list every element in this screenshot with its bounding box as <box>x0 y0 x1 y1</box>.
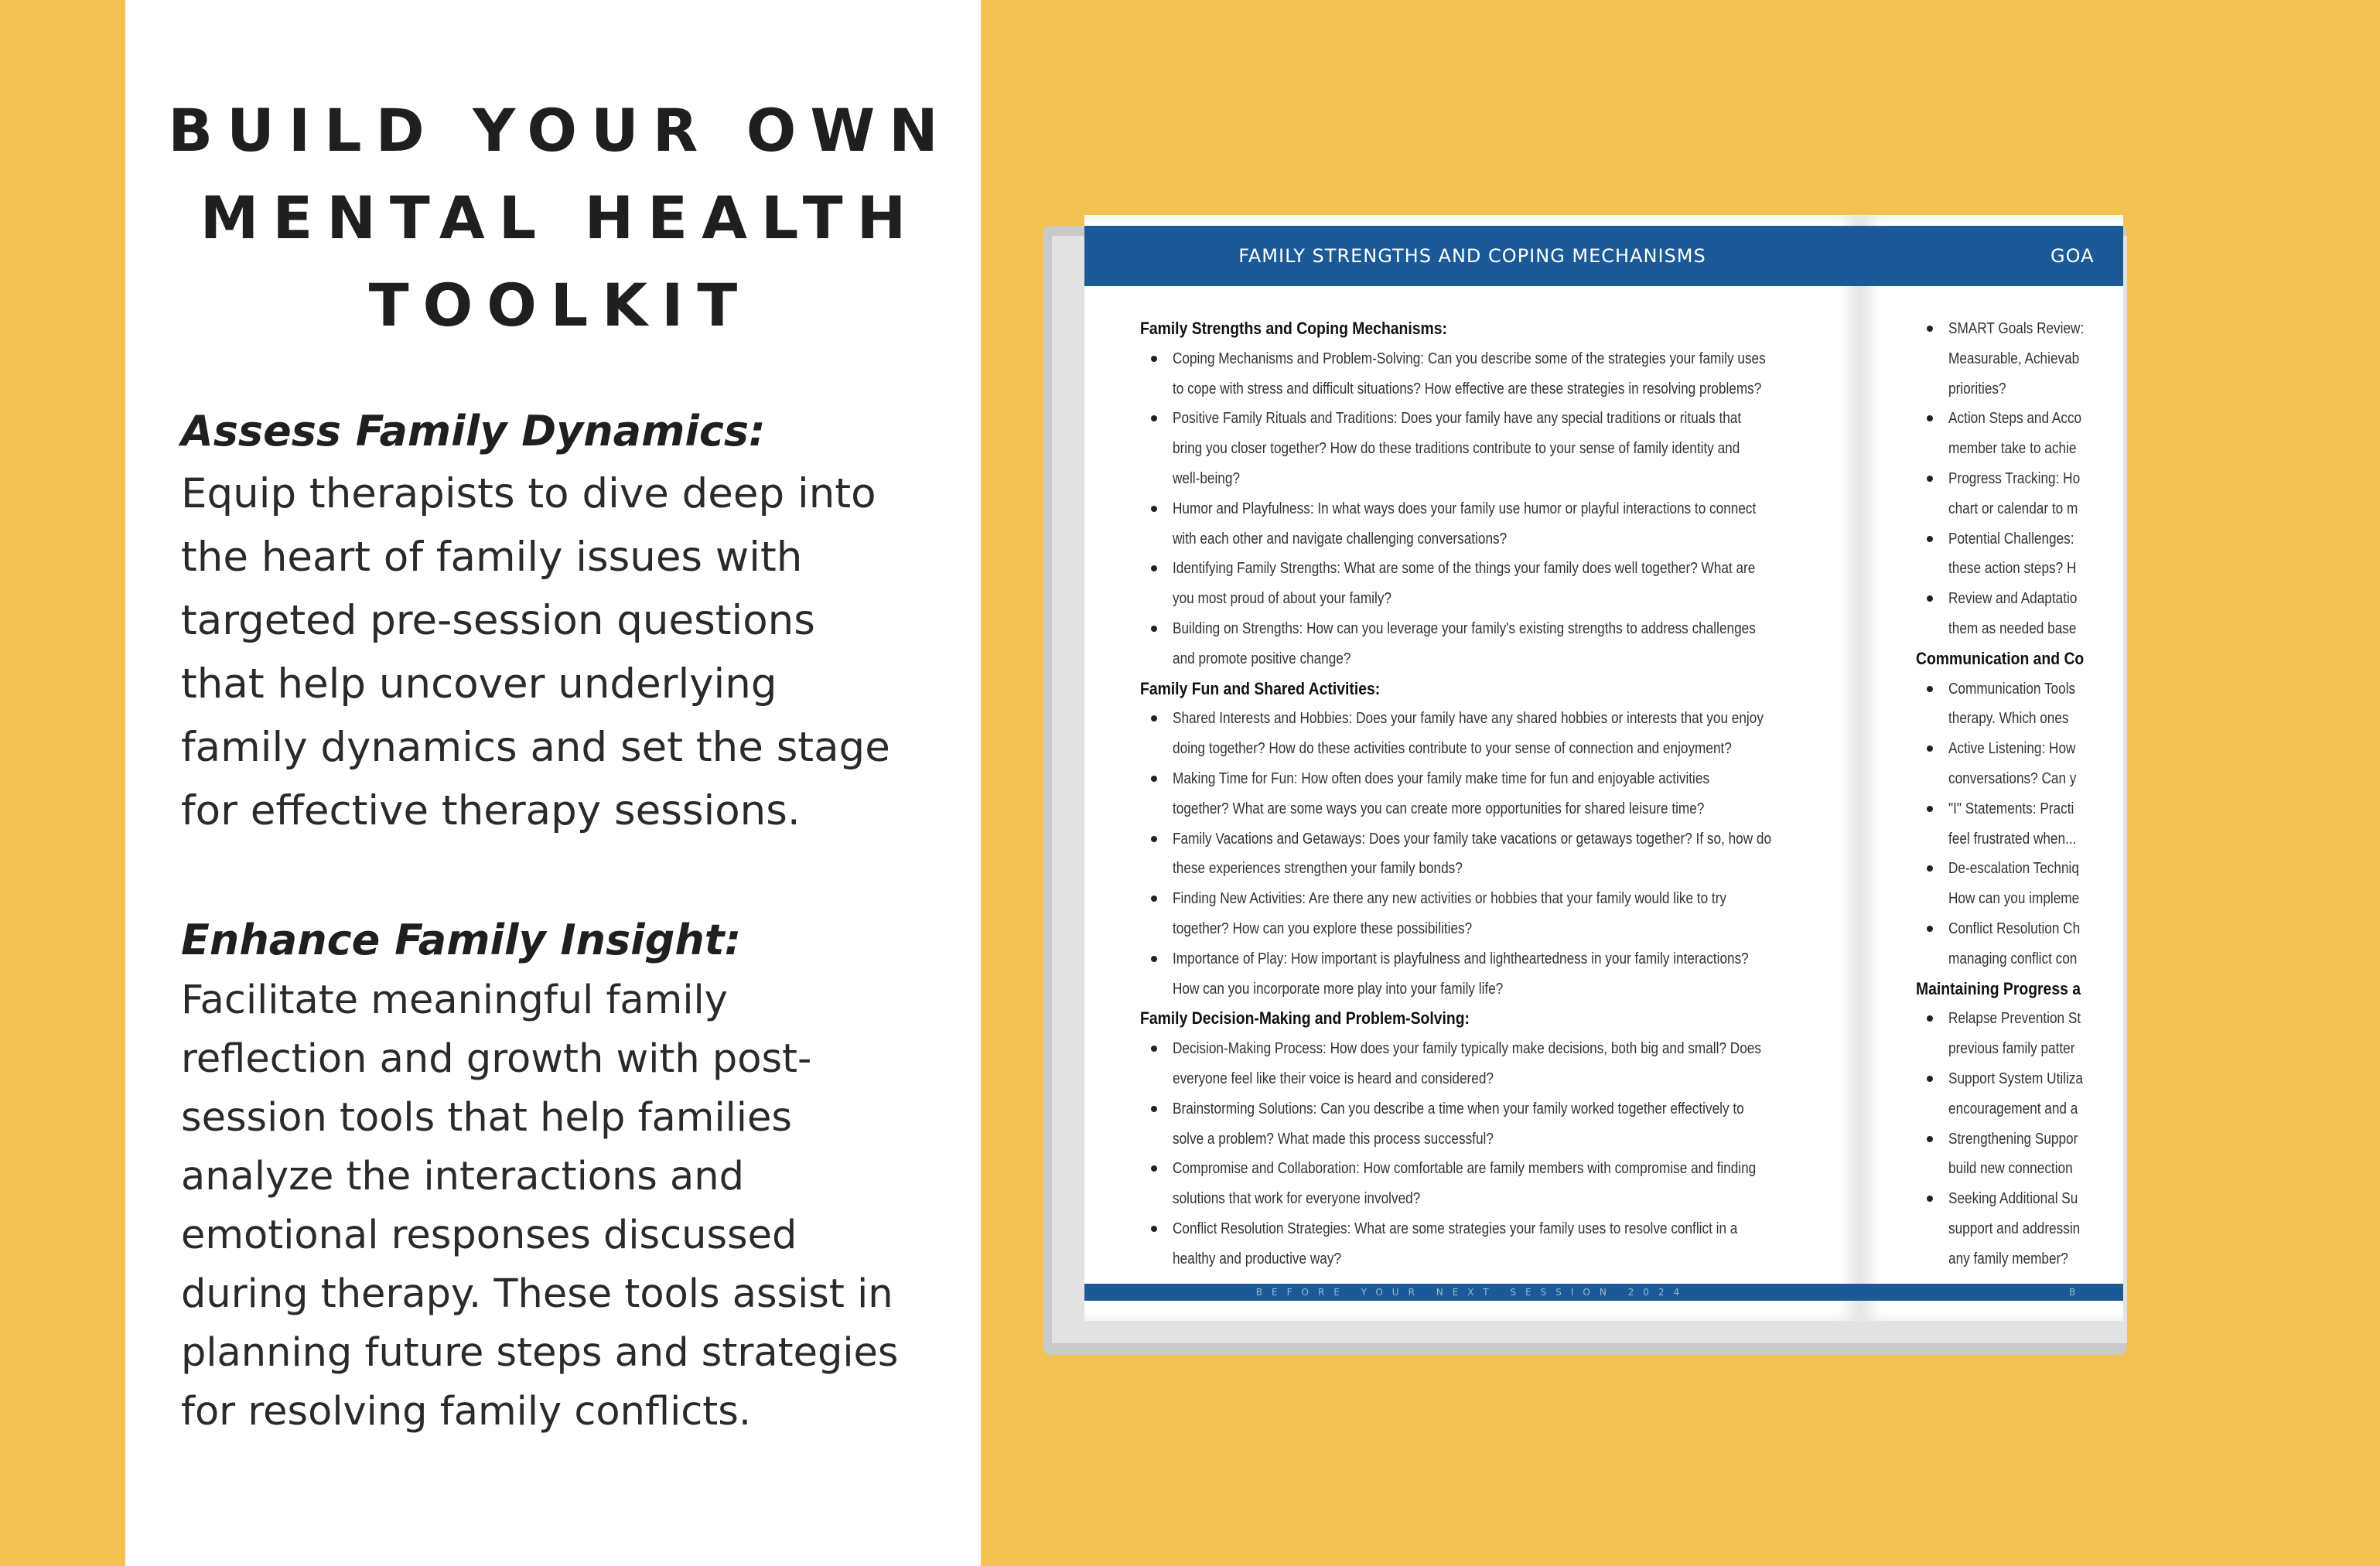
doc-bullet-line: these experiences strengthen your family bonds? <box>1173 860 1463 878</box>
doc-bullet-list <box>1140 1034 1836 1274</box>
doc-bullet-line: any family member? <box>1948 1250 2068 1267</box>
page-header-bar: FAMILY STRENGTHS AND COPING MECHANISMS <box>1084 226 1860 286</box>
doc-bullet-line: Humor and Playfulness: In what ways does your family use humor or playful interactions to connect <box>1173 500 1757 517</box>
doc-bullet-item <box>1140 1214 1836 1274</box>
doc-bullet-line: Strengthening Suppor <box>1948 1130 2078 1148</box>
doc-bullet-item <box>1916 674 2380 735</box>
book-page-left <box>1084 215 1860 1321</box>
doc-bullet-line: doing together? How do these activities contribute to your sense of connection and enjoyment? <box>1173 740 1732 758</box>
section-line: that help uncover underlying <box>181 660 777 708</box>
doc-bullet-item <box>1916 1184 2380 1274</box>
title-line-2: MENTAL HEALTH <box>200 183 920 252</box>
doc-bullet-line: Active Listening: How <box>1948 740 2076 758</box>
doc-section-heading: Family Strengths and Coping Mechanisms: <box>1140 319 1447 338</box>
doc-bullet-list <box>1916 1004 2380 1274</box>
doc-bullet-line: Making Time for Fun: How often does your family make time for fun and enjoyable activities <box>1173 769 1710 787</box>
doc-bullet-line: Importance of Play: How important is playfulness and lightheartedness in your family interactions? <box>1173 950 1749 967</box>
doc-bullet-line: Family Vacations and Getaways: Does your family take vacations or getaways together? If so, how do <box>1173 830 1772 848</box>
doc-bullet-line: "I" Statements: Practi <box>1948 800 2074 817</box>
doc-bullet-line: Brainstorming Solutions: Can you describe a time when your family worked together effectively to <box>1173 1100 1744 1117</box>
doc-bullet-item <box>1140 1154 1836 1214</box>
doc-bullet-item <box>1916 404 2380 464</box>
section-line: analyze the interactions and <box>181 1154 744 1199</box>
doc-bullet-line: priorities? <box>1948 380 2006 397</box>
doc-bullet-line: feel frustrated when... <box>1948 830 2077 848</box>
doc-bullet-list <box>1916 314 2380 644</box>
page-content <box>1140 314 1836 1274</box>
doc-bullet-item <box>1916 314 2380 404</box>
doc-bullet-line: together? What are some ways you can create more opportunities for shared leisure time? <box>1173 800 1705 817</box>
section-line: planning future steps and strategies <box>181 1330 899 1376</box>
doc-bullet-line: previous family patter <box>1948 1040 2075 1058</box>
doc-bullet-item <box>1916 584 2380 644</box>
doc-bullet-item <box>1916 1124 2380 1185</box>
section-enhance <box>181 909 962 1441</box>
text-panel <box>125 0 981 1566</box>
doc-bullet-item <box>1140 704 1836 764</box>
section-line: Equip therapists to dive deep into <box>181 470 876 517</box>
doc-bullet-line: Action Steps and Acco <box>1948 410 2082 428</box>
doc-bullet-item <box>1140 944 1836 1005</box>
doc-bullet-item <box>1916 1004 2380 1064</box>
doc-bullet-line: them as needed base <box>1948 619 2077 637</box>
doc-bullet-item <box>1916 1064 2380 1124</box>
section-line: for effective therapy sessions. <box>181 787 801 834</box>
doc-bullet-line: How can you impleme <box>1948 890 2080 908</box>
doc-bullet-list <box>1140 704 1836 1004</box>
doc-bullet-item <box>1140 404 1836 493</box>
doc-bullet-line: Seeking Additional Su <box>1948 1190 2078 1208</box>
doc-bullet-line: Support System Utiliza <box>1948 1070 2083 1087</box>
doc-bullet-line: Compromise and Collaboration: How comfortable are family members with compromise and finding <box>1173 1160 1757 1178</box>
section-line: during therapy. These tools assist in <box>181 1271 893 1317</box>
doc-bullet-item <box>1916 464 2380 524</box>
section-line: emotional responses discussed <box>181 1213 797 1258</box>
doc-bullet-line: well-being? <box>1173 469 1241 487</box>
section-line: the heart of family issues with <box>181 534 803 581</box>
doc-bullet-line: encouragement and a <box>1948 1100 2078 1117</box>
page-footer-bar: BEFORE YOUR NEXT SESSION 2024 <box>1084 1284 1860 1301</box>
doc-bullet-item <box>1140 824 1836 885</box>
doc-bullet-line: to cope with stress and difficult situations? How effective are these strategies in resolving problems? <box>1173 380 1762 397</box>
section-line: family dynamics and set the stage <box>181 724 890 771</box>
doc-bullet-line: therapy. Which ones <box>1948 710 2069 728</box>
doc-bullet-line: Review and Adaptatio <box>1948 590 2078 608</box>
doc-bullet-line: Conflict Resolution Ch <box>1948 919 2081 937</box>
doc-bullet-item <box>1140 554 1836 614</box>
doc-bullet-line: Finding New Activities: Are there any new activities or hobbies that your family would like to try <box>1173 890 1727 908</box>
section-heading: Assess Family Dynamics: <box>181 407 766 455</box>
page-content <box>1916 314 2380 1274</box>
doc-bullet-line: Identifying Family Strengths: What are some of the things your family does well together? What are <box>1173 560 1756 578</box>
doc-bullet-line: Communication Tools <box>1948 680 2076 698</box>
doc-bullet-line: everyone feel like their voice is heard and considered? <box>1173 1070 1494 1087</box>
doc-bullet-line: member take to achie <box>1948 440 2077 458</box>
title-line-1: BUILD YOUR OWN <box>168 96 952 165</box>
doc-bullet-line: Conflict Resolution Strategies: What are some strategies your family uses to resolve conflict in a <box>1173 1220 1738 1237</box>
doc-section-heading: Family Fun and Shared Activities: <box>1140 678 1381 698</box>
doc-bullet-line: these action steps? H <box>1948 560 2077 578</box>
section-line: Facilitate meaningful family <box>181 977 728 1023</box>
doc-bullet-line: Building on Strengths: How can you leverage your family's existing strengths to address challenges <box>1173 619 1756 637</box>
title-line-3: TOOLKIT <box>368 271 752 339</box>
doc-bullet-item <box>1140 614 1836 674</box>
doc-bullet-item <box>1140 1094 1836 1155</box>
doc-section-heading: Maintaining Progress a <box>1916 978 2081 998</box>
doc-bullet-line: Measurable, Achievab <box>1948 350 2080 367</box>
doc-bullet-line: SMART Goals Review: <box>1948 320 2085 337</box>
doc-bullet-line: solutions that work for everyone involved? <box>1173 1190 1421 1208</box>
doc-bullet-line: support and addressin <box>1948 1220 2081 1237</box>
doc-bullet-item <box>1916 524 2380 585</box>
doc-bullet-line: Shared Interests and Hobbies: Does your family have any shared hobbies or interests that you enjoy <box>1173 710 1764 728</box>
doc-bullet-line: and promote positive change? <box>1173 650 1351 667</box>
doc-bullet-item <box>1140 764 1836 824</box>
doc-bullet-line: together? How can you explore these possibilities? <box>1173 919 1473 937</box>
section-line: for resolving family conflicts. <box>181 1389 752 1435</box>
doc-bullet-line: How can you incorporate more play into your family life? <box>1173 980 1504 998</box>
doc-bullet-line: bring you closer together? How do these traditions contribute to your sense of family identity and <box>1173 440 1740 458</box>
doc-bullet-line: solve a problem? What made this process successful? <box>1173 1130 1494 1148</box>
section-assess <box>181 401 962 843</box>
page-title <box>125 87 981 349</box>
doc-section-heading: Family Decision-Making and Problem-Solving: <box>1140 1008 1470 1029</box>
doc-bullet-line: Progress Tracking: Ho <box>1948 469 2081 487</box>
section-line: session tools that help families <box>181 1095 792 1141</box>
doc-bullet-line: chart or calendar to m <box>1948 500 2078 517</box>
doc-bullet-list <box>1916 674 2380 974</box>
doc-bullet-item <box>1916 914 2380 974</box>
doc-bullet-item <box>1140 344 1836 404</box>
doc-bullet-line: Potential Challenges: <box>1948 530 2074 548</box>
page-header-bar: GOA <box>1860 226 2123 286</box>
book-page-right <box>1860 215 2123 1321</box>
doc-bullet-line: Decision-Making Process: How does your family typically make decisions, both big and small? Does <box>1173 1040 1761 1058</box>
doc-bullet-line: with each other and navigate challenging conversations? <box>1173 530 1508 548</box>
doc-bullet-line: conversations? Can y <box>1948 769 2077 787</box>
doc-bullet-line: build new connection <box>1948 1160 2073 1178</box>
doc-bullet-line: Relapse Prevention St <box>1948 1010 2081 1028</box>
doc-bullet-line: Coping Mechanisms and Problem-Solving: Can you describe some of the strategies your family uses <box>1173 350 1766 367</box>
section-line: targeted pre-session questions <box>181 597 815 644</box>
doc-bullet-line: De-escalation Techniq <box>1948 860 2079 878</box>
doc-bullet-line: you most proud of about your family? <box>1173 590 1391 608</box>
page-footer-bar: B <box>1860 1284 2123 1301</box>
section-heading: Enhance Family Insight: <box>181 916 742 964</box>
section-line: reflection and growth with post- <box>181 1036 812 1082</box>
doc-bullet-item <box>1140 494 1836 554</box>
doc-bullet-item <box>1916 734 2380 794</box>
doc-bullet-line: managing conflict con <box>1948 950 2078 967</box>
doc-bullet-item <box>1140 1034 1836 1094</box>
doc-bullet-item <box>1916 854 2380 914</box>
doc-bullet-item <box>1140 884 1836 944</box>
doc-bullet-list <box>1140 344 1836 674</box>
doc-bullet-line: healthy and productive way? <box>1173 1250 1342 1267</box>
doc-section-heading: Communication and Co <box>1916 648 2085 668</box>
doc-bullet-line: Positive Family Rituals and Traditions: Does your family have any special traditions or rituals that <box>1173 410 1742 428</box>
doc-bullet-item <box>1916 794 2380 855</box>
